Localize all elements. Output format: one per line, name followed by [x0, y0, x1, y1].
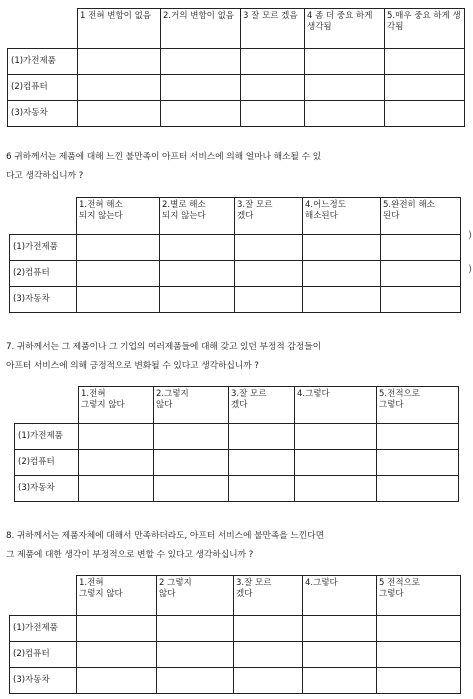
row-label: (2)컴퓨터: [10, 261, 77, 287]
table-row: [10, 235, 461, 261]
answer-cell[interactable]: [377, 476, 459, 502]
option-header-5: 5.완전히 해소 된다: [381, 198, 461, 235]
rating-table-6: [9, 197, 461, 313]
option-header-5: 5.전적으로 그렇다: [377, 387, 459, 424]
option-header-1: 1.전혀 해소 되지 않는다: [77, 198, 160, 235]
answer-cell[interactable]: [157, 642, 234, 668]
question-line: 아프터 서비스에 의해 긍정적으로 변화될 수 있다고 생각하십니까 ?: [6, 361, 259, 371]
header-row: [10, 198, 461, 235]
answer-cell[interactable]: [234, 668, 303, 694]
answer-cell[interactable]: [157, 668, 234, 694]
table-row: [10, 616, 461, 642]
answer-cell[interactable]: [303, 261, 381, 287]
option-header-4: 4.어느정도 해소된다: [303, 198, 381, 235]
table-row: [10, 642, 461, 668]
answer-cell[interactable]: [377, 668, 461, 694]
answer-cell[interactable]: [78, 101, 161, 127]
row-label: (1)가전제품: [10, 235, 77, 261]
answer-cell[interactable]: [385, 101, 465, 127]
option-header-5: 5 전적으로 그렇다: [377, 576, 461, 616]
answer-cell[interactable]: [303, 616, 377, 642]
answer-cell[interactable]: [79, 476, 154, 502]
answer-cell[interactable]: [235, 287, 303, 313]
answer-cell[interactable]: [79, 450, 154, 476]
option-header-3: 3.잘 모르 겠다: [234, 576, 303, 616]
answer-cell[interactable]: [161, 49, 241, 75]
answer-cell[interactable]: [78, 75, 161, 101]
answer-cell[interactable]: [303, 235, 381, 261]
row-label: (3)자동차: [8, 101, 78, 127]
answer-cell[interactable]: [381, 287, 461, 313]
answer-cell[interactable]: [241, 75, 305, 101]
answer-cell[interactable]: [305, 101, 385, 127]
table-row: [10, 287, 461, 313]
question-6: [6, 148, 468, 186]
answer-cell[interactable]: [377, 450, 459, 476]
answer-cell[interactable]: [77, 235, 160, 261]
table-row: [15, 476, 459, 502]
row-label: (1)가전제품: [10, 616, 77, 642]
option-header-1: 1 전혀 변함이 없음: [78, 9, 161, 49]
row-label: (1)가전제품: [15, 424, 79, 450]
answer-cell[interactable]: [235, 261, 303, 287]
table-row: [15, 450, 459, 476]
answer-cell[interactable]: [77, 261, 160, 287]
question-line: 그 제품에 대한 생각이 부정적으로 변할 수 있다고 생각하십니까 ?: [6, 550, 254, 560]
answer-cell[interactable]: [161, 75, 241, 101]
answer-cell[interactable]: [305, 49, 385, 75]
answer-cell[interactable]: [295, 476, 377, 502]
header-row: [8, 9, 465, 49]
question-line: 6 귀하께서는 제품에 대해 느낀 불만족이 아프터 서비스에 의해 얼마나 해소될 수 있: [6, 152, 321, 162]
row-label: (3)자동차: [10, 287, 77, 313]
table-row: [10, 668, 461, 694]
answer-cell[interactable]: [241, 101, 305, 127]
question-line: 다고 생각하십니까 ?: [6, 171, 84, 181]
option-header-2: 2.거의 변함이 없음: [161, 9, 241, 49]
question-7: [6, 338, 468, 376]
answer-cell[interactable]: [160, 287, 235, 313]
answer-cell[interactable]: [229, 450, 295, 476]
answer-cell[interactable]: [154, 424, 229, 450]
corner-cell: [10, 198, 77, 235]
header-row: [10, 576, 461, 616]
rating-table-1: [7, 8, 465, 127]
question-line: 7. 귀하께서는 그 제품이나 그 기업의 여러제품들에 대해 갖고 있던 부정적 감정들이: [6, 342, 321, 352]
option-header-2: 2 그렇지 않다: [157, 576, 234, 616]
corner-cell: [15, 387, 79, 424]
corner-cell: [10, 576, 77, 616]
question-8: [6, 527, 468, 565]
row-label: (2)컴퓨터: [15, 450, 79, 476]
option-header-2: 2.별로 해소 되지 않는다: [160, 198, 235, 235]
answer-cell[interactable]: [229, 424, 295, 450]
row-label: (2)컴퓨터: [10, 642, 77, 668]
answer-cell[interactable]: [154, 476, 229, 502]
rating-table-7: [14, 386, 459, 502]
row-label: (3)자동차: [15, 476, 79, 502]
corner-cell: [8, 9, 78, 49]
header-row: [15, 387, 459, 424]
table-row: [8, 49, 465, 75]
answer-cell[interactable]: [160, 235, 235, 261]
answer-cell[interactable]: [161, 101, 241, 127]
option-header-4: 4.그렇다: [303, 576, 377, 616]
answer-cell[interactable]: [303, 668, 377, 694]
option-header-4: 4 좀 더 중요 하게 생각됨: [305, 9, 385, 49]
question-line: 8. 귀하께서는 제품자체에 대해서 만족하더라도, 아프터 서비스에 불만족을 느낀다면: [6, 531, 324, 541]
answer-cell[interactable]: [305, 75, 385, 101]
answer-cell[interactable]: [79, 424, 154, 450]
option-header-4: 4.그렇다: [295, 387, 377, 424]
answer-cell[interactable]: [234, 616, 303, 642]
answer-cell[interactable]: [77, 616, 157, 642]
answer-cell[interactable]: [385, 49, 465, 75]
answer-cell[interactable]: [234, 642, 303, 668]
answer-cell[interactable]: [295, 424, 377, 450]
table-row: [15, 424, 459, 450]
table-row: [10, 261, 461, 287]
answer-cell[interactable]: [377, 642, 461, 668]
scan-mark-2: ): [468, 264, 472, 275]
answer-cell[interactable]: [381, 261, 461, 287]
row-label: (1)가전제품: [8, 49, 78, 75]
option-header-1: 1.전혀 그렇지 않다: [77, 576, 157, 616]
answer-cell[interactable]: [385, 75, 465, 101]
answer-cell[interactable]: [377, 424, 459, 450]
table-row: [8, 75, 465, 101]
option-header-3: 3 잘 모르 겠음: [241, 9, 305, 49]
option-header-5: 5.매우 중요 하게 생각됨: [385, 9, 465, 49]
answer-cell[interactable]: [157, 616, 234, 642]
answer-cell[interactable]: [303, 287, 381, 313]
answer-cell[interactable]: [295, 450, 377, 476]
row-label: (2)컴퓨터: [8, 75, 78, 101]
answer-cell[interactable]: [78, 49, 161, 75]
answer-cell[interactable]: [154, 450, 229, 476]
answer-cell[interactable]: [303, 642, 377, 668]
answer-cell[interactable]: [377, 616, 461, 642]
option-header-1: 1.전혀 그렇지 않다: [79, 387, 154, 424]
option-header-3: 3.잘 모르 겠다: [229, 387, 295, 424]
answer-cell[interactable]: [77, 668, 157, 694]
answer-cell[interactable]: [77, 642, 157, 668]
option-header-2: 2.그렇지 않다: [154, 387, 229, 424]
answer-cell[interactable]: [229, 476, 295, 502]
scan-mark-1: ): [468, 230, 472, 241]
answer-cell[interactable]: [235, 235, 303, 261]
table-row: [8, 101, 465, 127]
answer-cell[interactable]: [160, 261, 235, 287]
answer-cell[interactable]: [241, 49, 305, 75]
row-label: (3)자동차: [10, 668, 77, 694]
option-header-3: 3.잘 모르 겠다: [235, 198, 303, 235]
answer-cell[interactable]: [77, 287, 160, 313]
answer-cell[interactable]: [381, 235, 461, 261]
rating-table-8: [9, 575, 461, 694]
